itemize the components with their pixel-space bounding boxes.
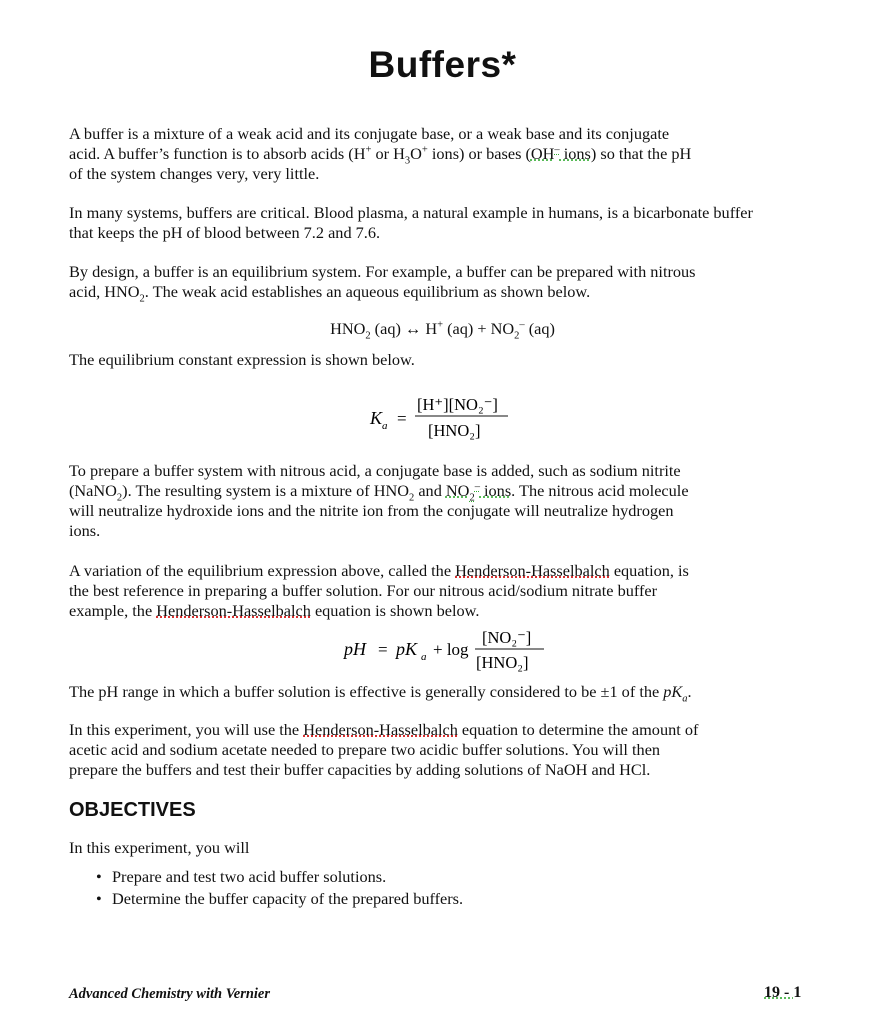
paragraph-4 [69, 461, 829, 541]
hh-lhs: pH [344, 639, 366, 659]
p4-sub: 2 [116, 492, 123, 504]
p4-line4: ions. [69, 521, 101, 540]
objective-text: Determine the buffer capacity of the prepared buffers. [112, 889, 464, 908]
hh-plus-log: + log [433, 640, 469, 659]
h-plus-sup: + [365, 144, 372, 156]
reaction-seg: (aq) [524, 319, 555, 338]
p5-seg: example, the [69, 601, 157, 620]
reaction-seg: HNO [330, 319, 366, 338]
intro-paragraph-1 [69, 124, 829, 184]
henderson-hasselbalch-equation [340, 622, 560, 678]
bullet-icon: • [96, 889, 102, 908]
p4-seg: (NaNO [69, 481, 117, 500]
p4-sub: 2 [469, 492, 475, 504]
intro-p1-seg: ) so that the pH [590, 144, 692, 163]
paragraph-5 [69, 561, 829, 621]
paragraph-7 [69, 720, 829, 780]
reaction-seg: (aq) [370, 319, 401, 338]
intro-p3-line1: By design, a buffer is an equilibrium system. For example, a buffer can be prepared with nitrous [69, 262, 696, 281]
intro-p1-seg: acid. A buffer’s function is to absorb acids (H [69, 144, 366, 163]
list-item [96, 866, 463, 888]
intro-p1-line1: A buffer is a mixture of a weak acid and its conjugate base, or a weak base and its conjugate [69, 124, 670, 143]
p7-seg: equation to determine the amount of [457, 720, 699, 739]
objectives-intro: In this experiment, you will [69, 838, 250, 857]
equilibrium-arrow-icon: ↔ [400, 319, 426, 338]
spelling-flag-henderson-hasselbalch: Henderson-Hasselbalch [303, 720, 458, 739]
p5-line2: the best reference in preparing a buffer solution. For our nitrous acid/sodium nitrate buffer [69, 581, 658, 600]
intro-paragraph-2: In many systems, buffers are critical. Blood plasma, a natural example in humans, is a bicarbonate buffer that keeps the pH of blood between 7.2 and 7.6. [69, 203, 753, 242]
reaction-sub: 2 [514, 330, 520, 342]
bullet-icon: • [96, 867, 102, 886]
ka-equals: = [397, 409, 407, 428]
objectives-list [96, 866, 463, 910]
ka-lhs-sub: a [382, 420, 388, 432]
page-separator: - [780, 984, 794, 1001]
p4-line3: will neutralize hydroxide ions and the nitrite ion from the conjugate will neutralize hydrogen [69, 501, 674, 520]
h3o-sub: 3 [404, 155, 411, 167]
list-item [96, 888, 463, 910]
spelling-flag-henderson-hasselbalch: Henderson-Hasselbalch [455, 561, 610, 580]
p7-line3: prepare the buffers and test their buffer capacities by adding solutions of NaOH and HCl. [69, 760, 651, 779]
oh-minus-sup: – [554, 144, 560, 156]
intro-p1-seg: O [410, 144, 422, 163]
p7-seg: In this experiment, you will use the [69, 720, 304, 739]
p5-seg: equation is shown below. [310, 601, 480, 620]
p7-line2: acetic acid and sodium acetate needed to prepare two acidic buffer solutions. You will then [69, 740, 661, 759]
page-title: Buffers* [368, 44, 517, 85]
spelling-flag-henderson-hasselbalch: Henderson-Hasselbalch [156, 601, 311, 620]
reaction-sub: 2 [365, 330, 371, 342]
intro-p1-seg: ions) or bases ( [427, 144, 531, 163]
ka-denominator: [HNO₂] [428, 421, 481, 440]
intro-p3-seg: . The weak acid establishes an aqueous equilibrium as shown below. [144, 282, 591, 301]
reaction-seg: H [425, 319, 438, 338]
p6-seg: The pH range in which a buffer solution is effective is generally considered to be ±1 of the [69, 682, 664, 701]
p5-seg: equation, is [609, 561, 689, 580]
hno2-sub: 2 [139, 293, 145, 305]
dissociation-reaction [0, 319, 885, 342]
p4-seg: . The nitrous acid molecule [511, 481, 689, 500]
objective-text: Prepare and test two acid buffer solutions. [112, 867, 387, 886]
h3o-plus-sup: + [421, 144, 428, 156]
hh-pk-sub: a [421, 651, 427, 663]
page-index: 1 [793, 984, 802, 1001]
footer-page-number [764, 984, 801, 1002]
page-chapter: 19 [764, 984, 780, 1001]
equilibrium-intro: The equilibrium constant expression is shown below. [69, 350, 415, 369]
hh-equals: = [378, 640, 388, 659]
grammar-flag-oh: OH [530, 144, 555, 163]
grammar-flag-no2: NO [445, 481, 470, 500]
hh-pk: pK [396, 639, 418, 659]
ka-numerator: [H⁺][NO₂⁻] [417, 395, 498, 414]
p6-seg: . [687, 682, 692, 701]
ka-lhs: K [370, 408, 383, 428]
hh-denominator: [HNO₂] [476, 653, 529, 672]
intro-paragraph-3 [69, 262, 829, 305]
objectives-heading: OBJECTIVES [69, 799, 196, 821]
p4-line1: To prepare a buffer system with nitrous acid, a conjugate base is added, such as sodium nitrite [69, 461, 681, 480]
grammar-flag-ions: ions [559, 144, 591, 163]
grammar-flag-ions: ions [479, 481, 512, 500]
p4-sub: 2 [409, 492, 415, 504]
intro-p3-seg: acid, HNO [69, 282, 140, 301]
p4-seg: ). The resulting system is a mixture of HNO [122, 481, 410, 500]
footer-book-title: Advanced Chemistry with Vernier [69, 986, 271, 1002]
paragraph-6 [69, 682, 829, 705]
intro-p1-seg: or H [371, 144, 405, 163]
intro-p1-line3: of the system changes very, very little. [69, 164, 320, 183]
reaction-sup: + [437, 319, 443, 331]
p6-pk: pK [663, 682, 683, 701]
hh-numerator: [NO₂⁻] [482, 628, 532, 647]
reaction-sup: – [519, 319, 525, 331]
p6-pk-sub: a [682, 693, 688, 705]
ka-expression [360, 388, 540, 448]
p4-sup: – [474, 481, 480, 493]
p5-seg: A variation of the equilibrium expression above, called the [69, 561, 456, 580]
reaction-seg: (aq) + NO [443, 319, 515, 338]
p4-seg: and [414, 481, 446, 500]
